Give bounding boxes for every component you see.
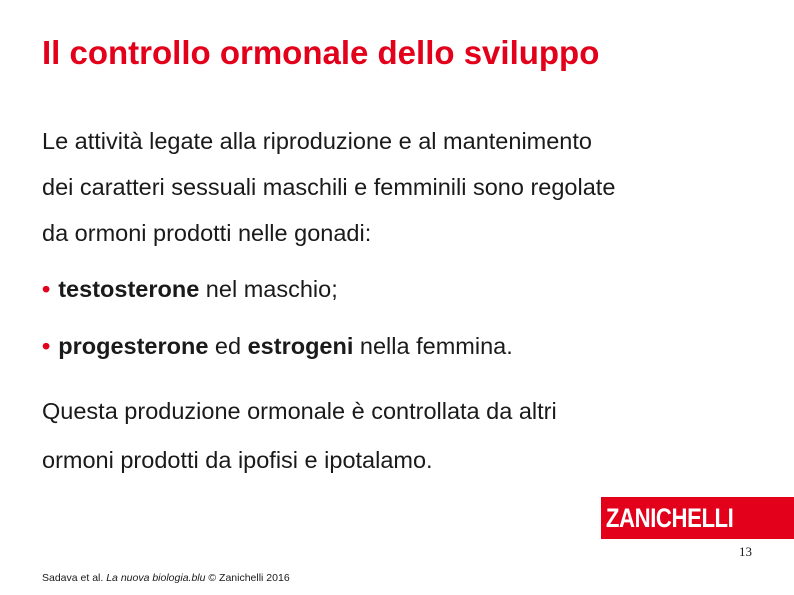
closing-line-1: Questa produzione ormonale è controllata da altri — [42, 398, 557, 424]
bullet-term-progesterone: progesterone — [58, 333, 209, 359]
logo-text: ZANICHELLI — [605, 502, 734, 533]
closing-line-2: ormoni prodotti da ipofisi e ipotalamo. — [42, 447, 433, 473]
citation-authors: Sadava et al. — [42, 572, 107, 584]
bullet-marker: • — [42, 276, 51, 302]
intro-line-2: dei caratteri sessuali maschili e femminili sono regolate — [42, 174, 616, 200]
bullet-text: nella femmina. — [353, 333, 513, 359]
bullet-testosterone — [42, 274, 338, 304]
bullet-term-estrogeni: estrogeni — [247, 333, 354, 359]
bullet-text: nel maschio; — [199, 276, 338, 302]
intro-line-1: Le attività legate alla riproduzione e al mantenimento — [42, 128, 592, 154]
citation — [42, 572, 290, 584]
citation-book: La nuova biologia.blu — [106, 572, 206, 584]
bullet-marker: • — [42, 333, 51, 359]
zanichelli-logo — [601, 497, 794, 539]
bullet-term-testosterone: testosterone — [58, 276, 200, 302]
intro-line-3: da ormoni prodotti nelle gonadi: — [42, 220, 372, 246]
page-number: 13 — [739, 544, 752, 559]
citation-publisher: © Zanichelli 2016 — [205, 572, 290, 584]
bullet-text: ed — [208, 333, 248, 359]
slide-title: Il controllo ormonale dello sviluppo — [42, 34, 600, 71]
bullet-progesterone-estrogeni — [42, 331, 513, 361]
